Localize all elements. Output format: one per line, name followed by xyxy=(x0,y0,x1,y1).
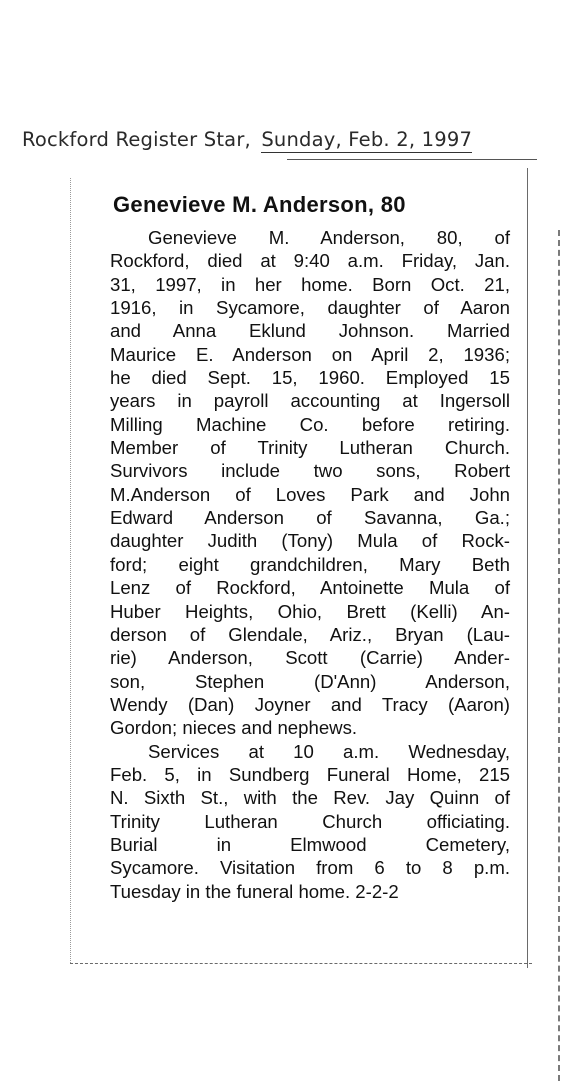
text-line: Burial in Elmwood Cemetery, xyxy=(110,833,510,855)
text-line: derson of Glendale, Ariz., Bryan (Lau- xyxy=(110,623,510,645)
obituary-paragraph-2 xyxy=(110,740,510,903)
text-line: Huber Heights, Ohio, Brett (Kelli) An- xyxy=(110,600,510,622)
text-line: Services at 10 a.m. Wednesday, xyxy=(148,740,510,762)
text-line: Wendy (Dan) Joyner and Tracy (Aaron) xyxy=(110,693,510,715)
text-line: Feb. 5, in Sundberg Funeral Home, 215 xyxy=(110,763,510,785)
text-line: and Anna Eklund Johnson. Married xyxy=(110,320,510,342)
text-line: Rockford, died at 9:40 a.m. Friday, Jan. xyxy=(110,250,510,272)
text-line: Edward Anderson of Savanna, Ga.; xyxy=(110,507,510,529)
text-line: 31, 1997, in her home. Born Oct. 21, xyxy=(110,273,510,295)
text-line: M.Anderson of Loves Park and John xyxy=(110,483,510,505)
publication-name: Rockford Register Star, xyxy=(22,128,251,151)
text-line: rie) Anderson, Scott (Carrie) Ander- xyxy=(110,647,510,669)
text-line: Maurice E. Anderson on April 2, 1936; xyxy=(110,343,510,365)
text-line: Lenz of Rockford, Antoinette Mula of xyxy=(110,577,510,599)
obituary-title: Genevieve M. Anderson, 80 xyxy=(113,192,406,217)
text-line: Trinity Lutheran Church officiating. xyxy=(110,810,510,832)
text-line: Survivors include two sons, Robert xyxy=(110,460,510,482)
header-rule xyxy=(287,159,537,160)
text-line: Tuesday in the funeral home. 2-2-2 xyxy=(110,880,399,902)
obituary-body xyxy=(110,226,510,903)
newspaper-header xyxy=(22,128,472,153)
text-line: N. Sixth St., with the Rev. Jay Quinn of xyxy=(110,787,510,809)
text-line: son, Stephen (D'Ann) Anderson, xyxy=(110,670,510,692)
obituary-paragraph-1 xyxy=(110,226,510,740)
text-line: Member of Trinity Lutheran Church. xyxy=(110,437,510,459)
text-line: Genevieve M. Anderson, 80, of xyxy=(148,227,510,248)
clipping-left-edge xyxy=(70,178,72,963)
text-line: 1916, in Sycamore, daughter of Aaron xyxy=(110,297,510,319)
text-line: Milling Machine Co. before retiring. xyxy=(110,413,510,435)
page-right-edge xyxy=(558,230,562,1081)
text-line: Sycamore. Visitation from 6 to 8 p.m. xyxy=(110,857,510,879)
text-line: ford; eight grandchildren, Mary Beth xyxy=(110,553,510,575)
text-line: he died Sept. 15, 1960. Employed 15 xyxy=(110,367,510,389)
clipping-right-edge xyxy=(527,168,528,968)
text-line: years in payroll accounting at Ingersoll xyxy=(110,390,510,412)
text-line: Gordon; nieces and nephews. xyxy=(110,717,358,739)
publication-date: Sunday, Feb. 2, 1997 xyxy=(261,128,473,151)
text-line: daughter Judith (Tony) Mula of Rock- xyxy=(110,530,510,552)
clipping-bottom-edge xyxy=(70,963,532,964)
